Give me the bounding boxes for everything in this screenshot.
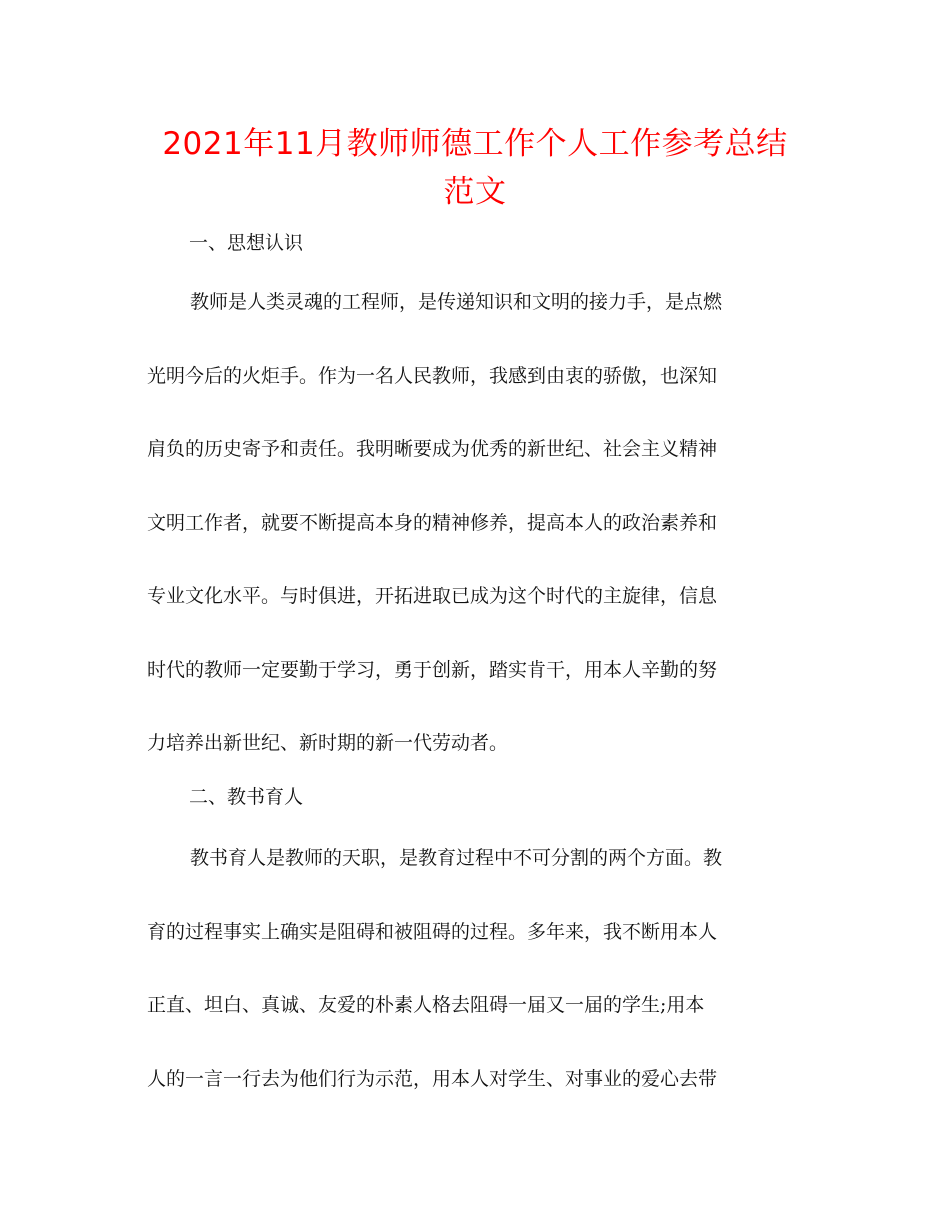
paragraph-line: 育的过程事实上确实是阻碍和被阻碍的过程。多年来，我不断用本人 [147, 920, 718, 943]
paragraph-line: 人的一言一行去为他们行为示范，用本人对学生、对事业的爱心去带 [147, 1067, 718, 1090]
section-heading-thought: 一、思想认识 [189, 232, 304, 254]
paragraph-line: 肩负的历史寄予和责任。我明晰要成为优秀的新世纪、社会主义精神 [147, 438, 718, 460]
paragraph-teaching [147, 822, 807, 1116]
paragraph-line: 教师是人类灵魂的工程师，是传递知识和文明的接力手，是点燃 [190, 291, 723, 313]
paragraph-line: 正直、坦白、真诚、友爱的朴素人格去阻碍一届又一届的学生;用本 [147, 994, 705, 1016]
paragraph-line: 文明工作者，就要不断提高本身的精神修养，提高本人的政治素养和 [147, 511, 718, 534]
title-line: 范文 [443, 174, 507, 210]
paragraph-line: 教书育人是教师的天职，是教育过程中不可分割的两个方面。教 [190, 847, 723, 869]
paragraph-line: 时代的教师一定要勤于学习，勇于创新，踏实肯干，用本人辛勤的努 [147, 658, 718, 681]
paragraph-thought [147, 266, 807, 781]
paragraph-line: 光明今后的火炬手。作为一名人民教师，我感到由衷的骄傲，也深知 [147, 364, 718, 387]
title-line: 2021年11月教师师德工作个人工作参考总结 [162, 126, 788, 162]
document-title [120, 120, 830, 216]
paragraph-line: 力培养出新世纪、新时期的新一代劳动者。 [147, 732, 509, 754]
paragraph-line: 专业文化水平。与时俱进，开拓进取已成为这个时代的主旋律，信息 [147, 585, 718, 607]
section-heading-teaching: 二、教书育人 [189, 786, 304, 808]
